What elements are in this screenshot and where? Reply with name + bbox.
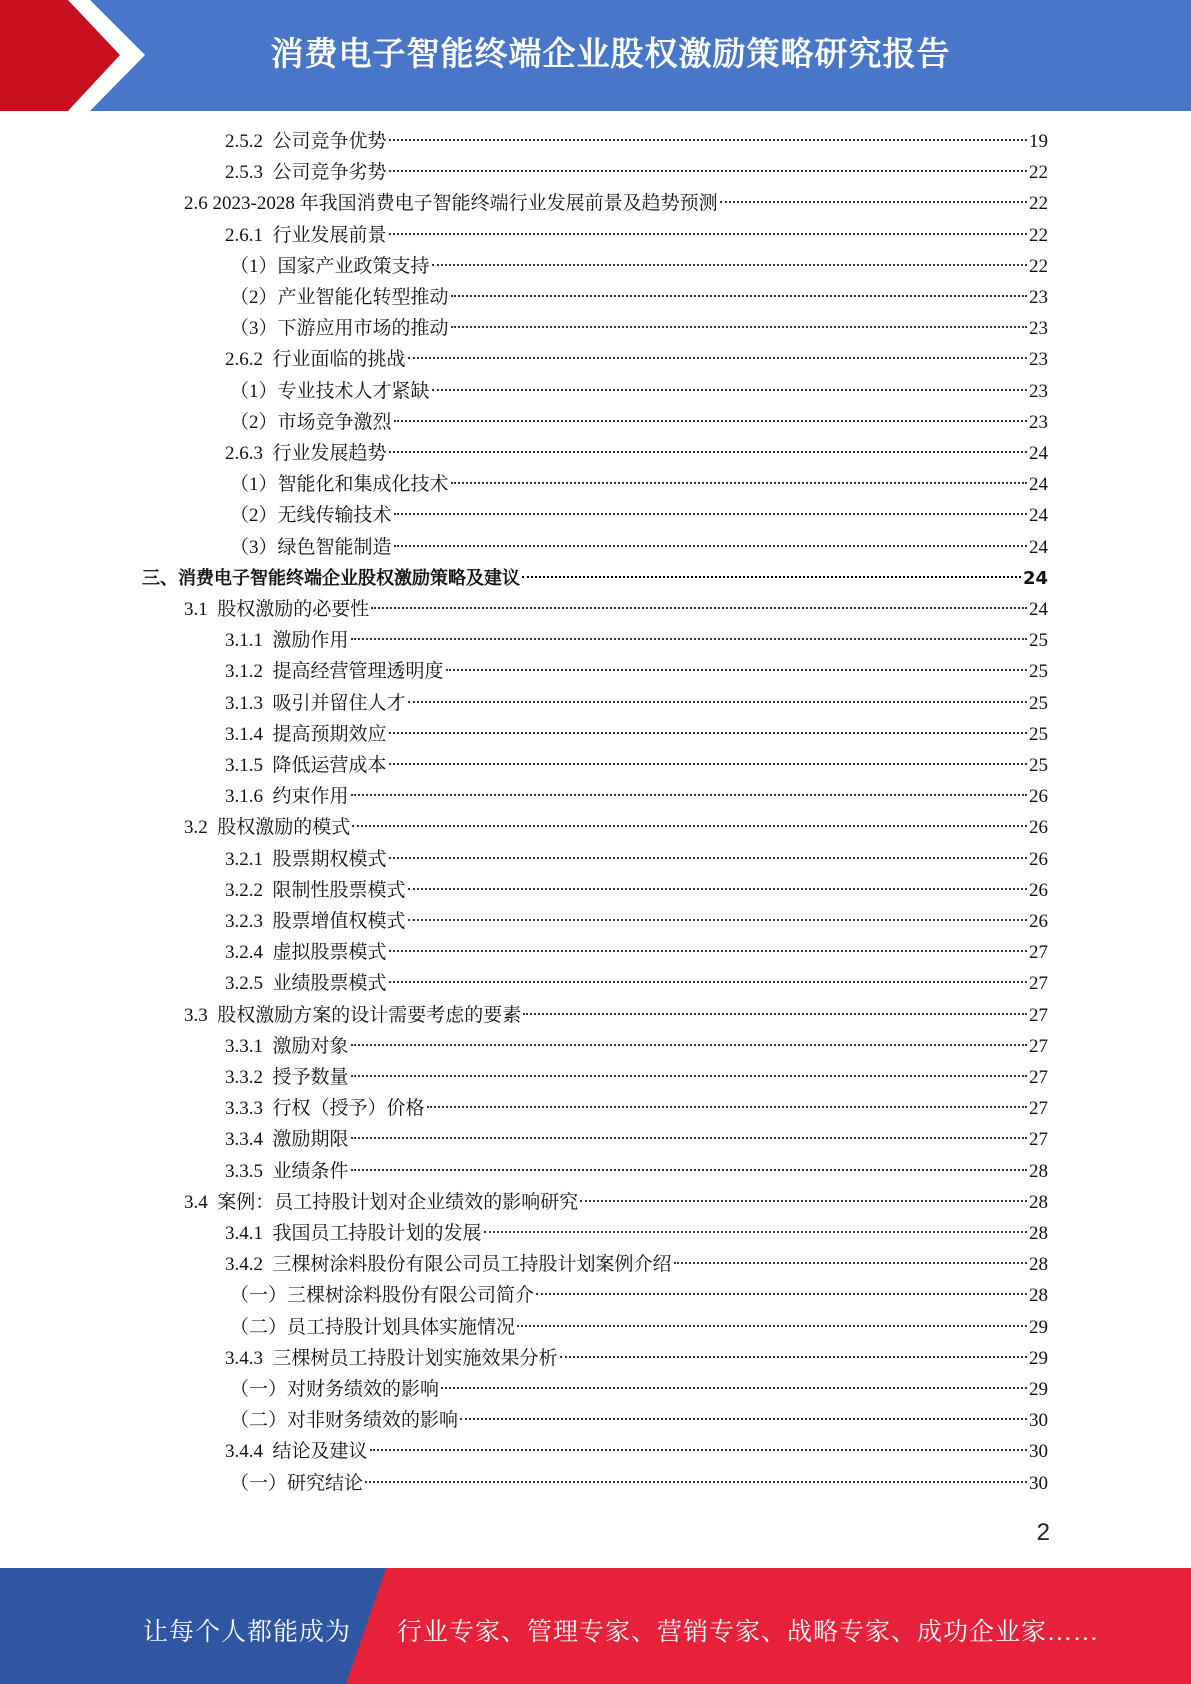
toc-entry-page: 29 bbox=[1029, 1379, 1048, 1400]
toc-entry-label: （一）研究结论 bbox=[230, 1472, 364, 1494]
toc-entry-page: 26 bbox=[1029, 911, 1048, 932]
toc-entry-page: 26 bbox=[1029, 786, 1048, 808]
toc-entry-label: （1）智能化和集成化技术 bbox=[230, 474, 449, 496]
toc-entry-page: 19 bbox=[1029, 131, 1048, 152]
page-number: 2 bbox=[1036, 1519, 1050, 1546]
toc-entry-page: 22 bbox=[1029, 162, 1048, 184]
page-header bbox=[0, 0, 1191, 111]
toc-entry[interactable] bbox=[225, 719, 1048, 750]
toc-dot-leader bbox=[351, 1044, 1027, 1046]
toc-dot-leader bbox=[351, 1137, 1027, 1139]
toc-entry[interactable] bbox=[230, 469, 1048, 500]
toc-entry-label: 3.2.5 业绩股票模式 bbox=[225, 973, 387, 995]
toc-entry-page: 24 bbox=[1029, 536, 1048, 558]
toc-entry-label: 2.6.1 行业发展前景 bbox=[225, 224, 387, 246]
toc-entry-label: （3）下游应用市场的推动 bbox=[230, 318, 449, 340]
toc-dot-leader bbox=[352, 825, 1027, 827]
toc-entry-page: 27 bbox=[1029, 1067, 1048, 1088]
toc-entry-label: 3.2.1 股票期权模式 bbox=[225, 848, 387, 870]
toc-entry-page: 28 bbox=[1029, 1285, 1048, 1307]
toc-entry[interactable] bbox=[225, 1031, 1048, 1062]
toc-entry-label: 3.2.2 限制性股票模式 bbox=[225, 879, 406, 901]
toc-entry[interactable] bbox=[225, 344, 1048, 375]
toc-entry-label: （一）对财务绩效的影响 bbox=[230, 1379, 440, 1400]
toc-entry-label: （一）三棵树涂料股份有限公司简介 bbox=[230, 1285, 535, 1307]
toc-entry-label: 3.2 股权激励的模式 bbox=[184, 817, 351, 839]
toc-dot-leader bbox=[580, 1200, 1027, 1202]
toc-entry[interactable] bbox=[230, 1468, 1048, 1499]
toc-entry-label: 3.3.4 激励期限 bbox=[225, 1129, 349, 1151]
toc-entry-page: 24 bbox=[1022, 567, 1048, 589]
toc-entry-page: 25 bbox=[1029, 723, 1048, 745]
toc-entry-page: 27 bbox=[1029, 1004, 1048, 1026]
toc-entry-label: （1）专业技术人才紧缺 bbox=[230, 380, 430, 402]
toc-dot-leader bbox=[441, 1387, 1027, 1389]
toc-dot-leader bbox=[517, 1325, 1027, 1327]
toc-dot-leader bbox=[446, 669, 1027, 671]
toc-entry[interactable] bbox=[225, 750, 1048, 781]
toc-dot-leader bbox=[523, 1013, 1027, 1015]
toc-dot-leader bbox=[408, 357, 1027, 359]
toc-entry[interactable] bbox=[230, 282, 1048, 313]
toc-entry-page: 30 bbox=[1029, 1472, 1048, 1494]
toc-dot-leader bbox=[389, 732, 1027, 734]
toc-entry-label: 3.1.5 降低运营成本 bbox=[225, 755, 387, 776]
toc-entry-label: （2）产业智能化转型推动 bbox=[230, 287, 449, 308]
toc-dot-leader bbox=[674, 1262, 1027, 1264]
toc-entry-label: 3.3 股权激励方案的设计需要考虑的要素 bbox=[184, 1004, 522, 1026]
toc-entry-page: 30 bbox=[1029, 1410, 1048, 1432]
toc-entry[interactable] bbox=[225, 1156, 1048, 1187]
toc-entry[interactable] bbox=[225, 875, 1048, 906]
toc-entry-page: 23 bbox=[1029, 349, 1048, 371]
toc-entry[interactable] bbox=[230, 376, 1048, 407]
toc-entry-label: 3.2.3 股票增值权模式 bbox=[225, 911, 406, 932]
toc-dot-leader bbox=[389, 233, 1027, 235]
toc-entry[interactable] bbox=[230, 1374, 1048, 1405]
toc-dot-leader bbox=[371, 607, 1027, 609]
toc-entry-label: 3.1 股权激励的必要性 bbox=[184, 599, 370, 620]
toc-dot-leader bbox=[460, 1418, 1027, 1420]
toc-entry-page: 27 bbox=[1029, 1098, 1048, 1120]
toc-entry[interactable] bbox=[225, 937, 1048, 968]
toc-dot-leader bbox=[451, 482, 1027, 484]
toc-entry-page: 24 bbox=[1029, 474, 1048, 496]
toc-entry-label: 3.4.4 结论及建议 bbox=[225, 1441, 368, 1463]
toc-dot-leader bbox=[432, 264, 1027, 266]
toc-entry[interactable] bbox=[225, 625, 1048, 656]
toc-entry-page: 23 bbox=[1029, 411, 1048, 433]
toc-dot-leader bbox=[351, 1075, 1027, 1077]
toc-entry[interactable] bbox=[230, 251, 1048, 282]
toc-dot-leader bbox=[389, 950, 1027, 952]
toc-entry[interactable] bbox=[184, 1000, 1048, 1031]
footer-slogan-left: 让每个人都能成为 bbox=[143, 1619, 352, 1646]
toc-entry-page: 22 bbox=[1029, 193, 1048, 215]
toc-entry[interactable] bbox=[225, 656, 1048, 687]
toc-entry[interactable] bbox=[184, 1187, 1048, 1218]
toc-entry-label: 2.6.2 行业面临的挑战 bbox=[225, 349, 406, 371]
toc-entry[interactable] bbox=[225, 1124, 1048, 1155]
toc-dot-leader bbox=[451, 326, 1027, 328]
toc-entry-label: 3.1.1 激励作用 bbox=[225, 630, 349, 652]
toc-dot-leader bbox=[389, 981, 1027, 983]
toc-entry-label: 2.5.3 公司竞争劣势 bbox=[225, 162, 387, 184]
toc-entry[interactable] bbox=[225, 157, 1048, 188]
toc-dot-leader bbox=[389, 451, 1027, 453]
toc-entry-page: 25 bbox=[1029, 630, 1048, 652]
footer-slogan-right: 行业专家、管理专家、营销专家、战略专家、成功企业家…… bbox=[397, 1619, 1100, 1646]
toc-entry[interactable] bbox=[225, 906, 1048, 937]
toc-entry-page: 27 bbox=[1029, 1129, 1048, 1151]
toc-entry-label: （二）员工持股计划具体实施情况 bbox=[230, 1316, 516, 1338]
toc-entry-label: 3.4.2 三棵树涂料股份有限公司员工持股计划案例介绍 bbox=[225, 1254, 672, 1276]
toc-entry[interactable] bbox=[225, 1436, 1048, 1467]
toc-entry-label: 3.4 案例：员工持股计划对企业绩效的影响研究 bbox=[184, 1191, 579, 1213]
toc-dot-leader bbox=[389, 139, 1027, 141]
toc-entry-label: 3.3.1 激励对象 bbox=[225, 1035, 349, 1057]
toc-entry-label: （2）无线传输技术 bbox=[230, 505, 392, 527]
toc-entry-page: 25 bbox=[1029, 692, 1048, 714]
toc-dot-leader bbox=[389, 763, 1027, 765]
toc-entry-page: 27 bbox=[1029, 1035, 1048, 1057]
toc-dot-leader bbox=[351, 1169, 1027, 1171]
toc-entry-label: （二）对非财务绩效的影响 bbox=[230, 1410, 459, 1432]
toc-entry-label: 2.6.3 行业发展趋势 bbox=[225, 443, 387, 464]
toc-entry-label: 3.3.3 行权（授予）价格 bbox=[225, 1098, 425, 1120]
toc-entry-page: 24 bbox=[1029, 505, 1048, 527]
toc-entry[interactable] bbox=[225, 844, 1048, 875]
toc-entry-label: 3.1.6 约束作用 bbox=[225, 786, 349, 808]
toc-entry-page: 29 bbox=[1029, 1347, 1048, 1369]
toc-entry[interactable] bbox=[225, 1093, 1048, 1124]
toc-entry[interactable] bbox=[230, 1312, 1048, 1343]
toc-dot-leader bbox=[427, 1106, 1027, 1108]
toc-entry-page: 27 bbox=[1029, 942, 1048, 964]
toc-entry-page: 24 bbox=[1029, 443, 1048, 464]
toc-entry-label: 3.4.3 三棵树员工持股计划实施效果分析 bbox=[225, 1347, 558, 1369]
toc-entry-label: 3.3.2 授予数量 bbox=[225, 1067, 349, 1088]
toc-entry-page: 23 bbox=[1029, 380, 1048, 402]
toc-entry[interactable] bbox=[225, 126, 1048, 157]
toc-dot-leader bbox=[720, 201, 1027, 203]
toc-entry-page: 28 bbox=[1029, 1254, 1048, 1276]
toc-dot-leader bbox=[394, 545, 1027, 547]
toc-dot-leader bbox=[389, 857, 1027, 859]
toc-entry[interactable] bbox=[225, 1062, 1048, 1093]
toc-entry[interactable] bbox=[184, 594, 1048, 625]
toc-entry[interactable] bbox=[184, 812, 1048, 843]
toc-entry-label: 3.2.4 虚拟股票模式 bbox=[225, 942, 387, 964]
toc-dot-leader bbox=[536, 1293, 1027, 1295]
toc-entry-label: 3.3.5 业绩条件 bbox=[225, 1160, 349, 1182]
toc-dot-leader bbox=[351, 794, 1027, 796]
toc-entry-label: 3.4.1 我国员工持股计划的发展 bbox=[225, 1223, 482, 1244]
toc-entry-label: 3.1.2 提高经营管理透明度 bbox=[225, 661, 444, 683]
toc-dot-leader bbox=[351, 638, 1027, 640]
page-footer bbox=[0, 1568, 1191, 1684]
toc-dot-leader bbox=[389, 170, 1027, 172]
toc-entry-page: 24 bbox=[1029, 599, 1048, 620]
toc-dot-leader bbox=[451, 295, 1027, 297]
toc-entry[interactable] bbox=[230, 1280, 1048, 1311]
toc-entry[interactable] bbox=[225, 1249, 1048, 1280]
toc-entry-page: 26 bbox=[1029, 817, 1048, 839]
toc-entry-label: （2）市场竞争激烈 bbox=[230, 411, 392, 433]
toc-entry-label: 3.1.4 提高预期效应 bbox=[225, 723, 387, 745]
toc-entry-page: 30 bbox=[1029, 1441, 1048, 1463]
toc-entry-label: 三、消费电子智能终端企业股权激励策略及建议 bbox=[142, 567, 520, 589]
toc-dot-leader bbox=[484, 1231, 1027, 1233]
toc-dot-leader bbox=[522, 576, 1021, 578]
toc-entry[interactable] bbox=[184, 188, 1048, 219]
toc-entry[interactable] bbox=[225, 1218, 1048, 1249]
toc-entry-page: 25 bbox=[1029, 755, 1048, 776]
toc-entry-label: （1）国家产业政策支持 bbox=[230, 255, 430, 277]
toc-entry[interactable] bbox=[142, 563, 1048, 594]
report-title: 消费电子智能终端企业股权激励策略研究报告 bbox=[270, 34, 951, 73]
toc-entry[interactable] bbox=[225, 438, 1048, 469]
toc-entry[interactable] bbox=[225, 968, 1048, 999]
toc-entry-page: 23 bbox=[1029, 318, 1048, 340]
toc-entry-page: 25 bbox=[1029, 661, 1048, 683]
toc-entry[interactable] bbox=[225, 220, 1048, 251]
toc-entry[interactable] bbox=[230, 313, 1048, 344]
toc-entry[interactable] bbox=[225, 1343, 1048, 1374]
toc-entry-page: 22 bbox=[1029, 224, 1048, 246]
toc-dot-leader bbox=[408, 888, 1027, 890]
toc-entry[interactable] bbox=[225, 688, 1048, 719]
toc-entry-page: 26 bbox=[1029, 848, 1048, 870]
toc-entry[interactable] bbox=[230, 407, 1048, 438]
toc-entry-page: 27 bbox=[1029, 973, 1048, 995]
toc-dot-leader bbox=[394, 420, 1027, 422]
toc-entry[interactable] bbox=[230, 500, 1048, 531]
toc-dot-leader bbox=[370, 1449, 1027, 1451]
toc-entry-page: 28 bbox=[1029, 1191, 1048, 1213]
toc-dot-leader bbox=[365, 1481, 1027, 1483]
toc-entry-page: 28 bbox=[1029, 1223, 1048, 1244]
toc-entry-page: 22 bbox=[1029, 255, 1048, 277]
toc-entry[interactable] bbox=[225, 781, 1048, 812]
toc-entry-page: 26 bbox=[1029, 879, 1048, 901]
toc-dot-leader bbox=[408, 701, 1027, 703]
toc-entry-page: 29 bbox=[1029, 1316, 1048, 1338]
toc-entry-page: 28 bbox=[1029, 1160, 1048, 1182]
toc-entry[interactable] bbox=[230, 1405, 1048, 1436]
toc-dot-leader bbox=[408, 919, 1027, 921]
toc-dot-leader bbox=[432, 389, 1027, 391]
toc-entry-label: 3.1.3 吸引并留住人才 bbox=[225, 692, 406, 714]
toc-dot-leader bbox=[560, 1356, 1027, 1358]
toc-dot-leader bbox=[394, 513, 1027, 515]
toc-entry-label: 2.5.2 公司竞争优势 bbox=[225, 131, 387, 152]
toc-entry-label: （3）绿色智能制造 bbox=[230, 536, 392, 558]
toc-entry-page: 23 bbox=[1029, 287, 1048, 308]
toc-entry[interactable] bbox=[230, 532, 1048, 563]
toc-entry-label: 2.6 2023-2028 年我国消费电子智能终端行业发展前景及趋势预测 bbox=[184, 193, 718, 215]
